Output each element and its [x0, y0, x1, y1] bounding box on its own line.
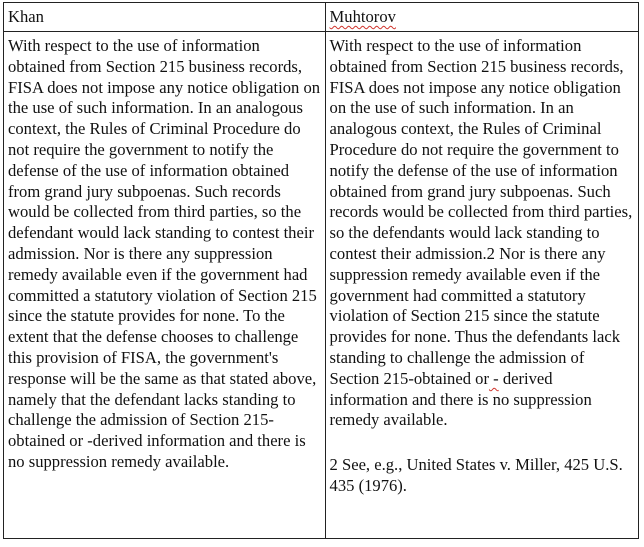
muhtorov-paragraph — [330, 32, 634, 431]
header-muhtorov: Muhtorov — [329, 7, 396, 26]
muhtorov-text-part1: With respect to the use of information obtained from Section 215 business records, FISA does not impose any notice obligation on the use of such information. In an analogous context, the Rules of Criminal Procedure do not require the government to notify the defense of the use of information obtained from grand jury subpoenas. Such records would be collected from third parties, so the defendants would lack standing to contest their admission.2 Nor is there any suppression remedy available even if the government had committed a statutory violation of Section 215 since the statute provides for none. Thus the defendants lack standing to challenge the admission of Section 215-obtained or — [329, 36, 633, 388]
body-cell-muhtorov — [325, 32, 638, 539]
body-cell-khan — [4, 32, 326, 539]
header-khan: Khan — [8, 7, 44, 26]
body-row — [4, 32, 639, 539]
header-cell-khan — [4, 3, 326, 32]
muhtorov-spell-mark: - — [488, 368, 499, 388]
comparison-table — [3, 2, 639, 539]
muhtorov-text-part2: derived information and there is no suppression remedy available. — [329, 368, 592, 430]
khan-paragraph: With respect to the use of information obtained from Section 215 business records, FISA does not impose any notice obligation on the use of such information. In an analogous context, the Rules of Criminal Procedure do not require the government to notify the defense of the use of information obtained from grand jury subpoenas. Such records would be collected from third parties, so the defendant would lack standing to contest their admission. Nor is there any suppression remedy available even if the government had committed a statutory violation of Section 215 since the statute provides for none. To the extent that the defense chooses to challenge this provision of FISA, the government's response will be the same as that stated above, namely that the defendant lacks standing to challenge the admission of Section 215-obtained or -derived information and there is no suppression remedy available. — [8, 36, 321, 471]
header-row — [4, 3, 639, 32]
muhtorov-footnote: 2 See, e.g., United States v. Miller, 425 U.S. 435 (1976). — [329, 455, 623, 495]
header-cell-muhtorov — [325, 3, 638, 32]
footnote-gap — [330, 431, 634, 451]
